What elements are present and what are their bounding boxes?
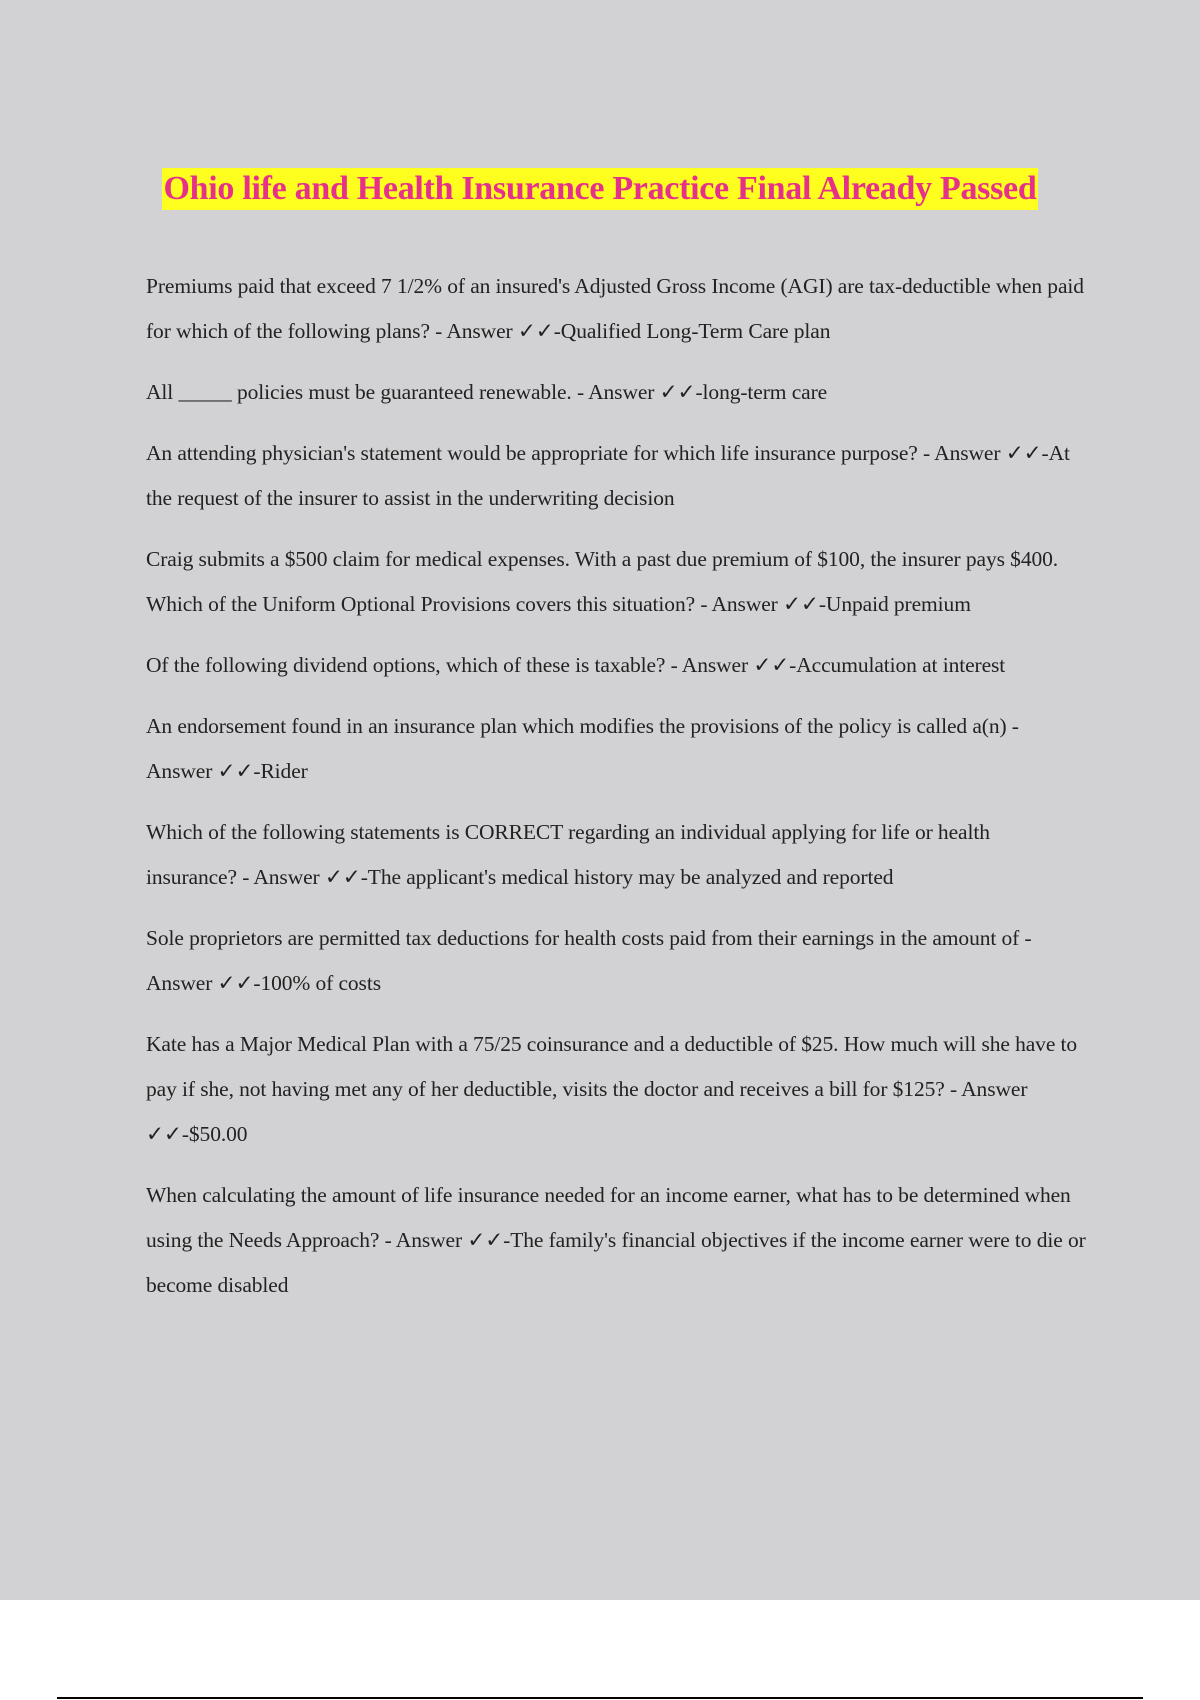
question-text: All _____ policies must be guaranteed renewable. (146, 380, 572, 404)
answer-text: $50.00 (188, 1122, 248, 1146)
question-text: Sole proprietors are permitted tax deductions for health costs paid from their earnings in the amount of (146, 926, 1020, 950)
answer-marker: - Answer ✓✓- (695, 592, 826, 616)
qa-item (146, 264, 1086, 354)
qa-item (146, 704, 1086, 794)
answer-marker: - Answer ✓✓- (917, 441, 1049, 465)
question-text: An endorsement found in an insurance plan which modifies the provisions of the policy is called a(n) (146, 714, 1007, 738)
answer-marker: - Answer ✓✓- (571, 380, 703, 404)
answer-text: Unpaid premium (825, 592, 971, 616)
answer-text: At the request of the insurer to assist in the underwriting decision (146, 441, 1070, 510)
document-title: Ohio life and Health Insurance Practice Final Already Passed (162, 168, 1039, 210)
answer-text: The applicant's medical history may be analyzed and reported (367, 865, 894, 889)
qa-list (146, 264, 1086, 1324)
qa-item (146, 370, 1086, 415)
answer-text: Qualified Long-Term Care plan (560, 319, 831, 343)
answer-marker: - Answer ✓✓- (146, 1077, 1028, 1146)
qa-item (146, 537, 1086, 627)
question-text: Which of the following statements is CORRECT regarding an individual applying for life or health insurance? (146, 820, 990, 889)
question-text: An attending physician's statement would be appropriate for which life insurance purpose? (146, 441, 918, 465)
question-text: Premiums paid that exceed 7 1/2% of an insured's Adjusted Gross Income (AGI) are tax-deductible when paid for which of the following plans? (146, 274, 1084, 343)
answer-marker: - Answer ✓✓- (236, 865, 368, 889)
answer-text: 100% of costs (260, 971, 381, 995)
answer-marker: - Answer ✓✓- (146, 714, 1019, 783)
question-text: Kate has a Major Medical Plan with a 75/25 coinsurance and a deductible of $25. How much will she have to pay if she, not having met any of her deductible, visits the doctor and receives a bill for $125? (146, 1032, 1078, 1101)
qa-item (146, 1022, 1086, 1157)
title-container (0, 168, 1200, 210)
question-text: Craig submits a $500 claim for medical expenses. With a past due premium of $100, the insurer pays $400. Which of the Uniform Optional Provisions covers this situation? (146, 547, 1059, 616)
answer-text: Accumulation at interest (796, 653, 1006, 677)
answer-text: The family's financial objectives if the income earner were to die or become disabled (146, 1228, 1086, 1297)
qa-item (146, 431, 1086, 521)
answer-marker: - Answer ✓✓- (379, 1228, 511, 1252)
qa-item (146, 810, 1086, 900)
qa-item (146, 1173, 1086, 1308)
answer-marker: - Answer ✓✓- (429, 319, 561, 343)
answer-text: long-term care (702, 380, 828, 404)
answer-marker: - Answer ✓✓- (146, 926, 1032, 995)
question-text: When calculating the amount of life insurance needed for an income earner, what has to be determined when using the Needs Approach? (146, 1183, 1071, 1252)
qa-item (146, 916, 1086, 1006)
qa-item (146, 643, 1086, 688)
question-text: Of the following dividend options, which of these is taxable? (146, 653, 666, 677)
answer-text: Rider (260, 759, 308, 783)
answer-marker: - Answer ✓✓- (665, 653, 797, 677)
bottom-divider (57, 1697, 1143, 1699)
